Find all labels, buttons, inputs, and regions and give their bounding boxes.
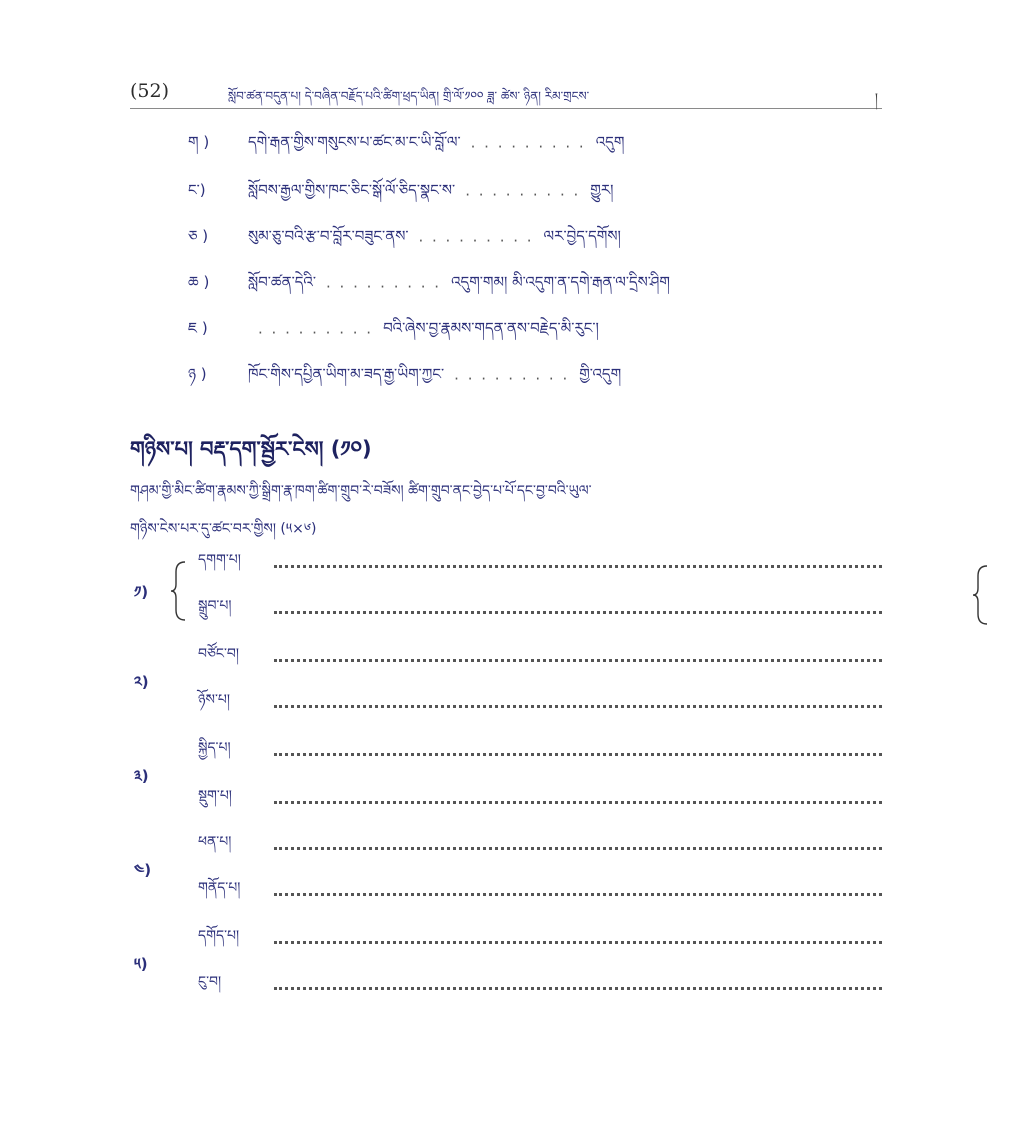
right-brace-icon (972, 564, 990, 626)
answer-line[interactable] (274, 801, 882, 804)
answer-row[interactable] (198, 548, 882, 578)
term-label: སྒྲུབ་པ། (198, 598, 232, 614)
answer-row[interactable] (198, 830, 882, 860)
answer-line[interactable] (274, 847, 882, 850)
answer-row[interactable] (198, 594, 882, 624)
item-text-before: སློབ་ཚན་དེའི་ (248, 273, 317, 291)
item-blank: · · · · · · · · · (326, 278, 442, 296)
term-label: དགོད་པ། (198, 928, 240, 944)
answer-row[interactable] (198, 688, 882, 718)
term-label: སྡུག་པ། (198, 788, 232, 804)
item-text-after: ལར་བྱེད་དགོས། (543, 227, 621, 245)
answer-row[interactable] (198, 736, 882, 766)
answer-row[interactable] (198, 642, 882, 672)
item-text-before: ཁོང་གིས་དཔྱིན་ཡིག་མ་ཟད་རྒྱ་ཡིག་ཀྱང་ (248, 365, 445, 383)
term-label: ཕན་པ། (198, 834, 232, 850)
pair-number: ༡) (134, 583, 149, 601)
item-blank: · · · · · · · · · (465, 186, 581, 204)
instruction-line: གཤམ་གྱི་མིང་ཚིག་རྣམས་ཀྱི་སྒྲིག་རྣ་ཁག་ཚིག་གྲུབ་རེ་བཟོས། ཚིག་གྲུབ་ནང་བྱེད་པ་པོ་དང་བྱ་བའི་ཡུལ་ (130, 483, 592, 499)
item-text-after: གྱུར། (590, 181, 614, 199)
term-label: ངུ་བ། (198, 974, 222, 990)
answer-line[interactable] (274, 705, 882, 708)
item-marker: ཉ ) (188, 365, 207, 383)
answer-line[interactable] (274, 893, 882, 896)
left-brace-icon (170, 560, 188, 622)
answer-line[interactable] (274, 659, 882, 662)
item-text-after: གྱི་འདུག (579, 365, 622, 383)
term-label: སྐྱིད་པ། (198, 740, 231, 756)
answer-line[interactable] (274, 941, 882, 944)
header-mark: ། (874, 91, 878, 107)
page-number: (52) (130, 80, 170, 102)
term-label: དགག་པ། (198, 552, 241, 568)
answer-row[interactable] (198, 924, 882, 954)
item-text-after: འདུག་གམ། མི་འདུག་ན་དགེ་རྒན་ལ་དྲིས་ཤིག (451, 273, 670, 291)
fill-in-item (188, 132, 624, 162)
term-label: ཉོས་པ། (198, 692, 230, 708)
answer-line[interactable] (274, 753, 882, 756)
fill-in-item (188, 272, 670, 302)
fill-in-item (188, 364, 621, 394)
section-heading: གཉིས་པ། བརྡ་དག་སྦྱོར་ངེས། (༡༠) (130, 437, 372, 461)
answer-row[interactable] (198, 784, 882, 814)
fill-in-item (188, 180, 614, 210)
running-title: སློབ་ཚན་བདུན་པ། དེ་བཞིན་བརྗོད་པའི་ཚིག་ཕྲད་ཡིན། གྲི་ལོ་༡༠༠ ཟླ་ ཚེས་ ཉིན། རིམ་གྲངས་ (228, 89, 590, 103)
answer-row[interactable] (198, 970, 882, 1000)
term-label: བཙོང་བ། (198, 646, 239, 662)
pair-number: ༤) (134, 861, 152, 879)
answer-line[interactable] (274, 565, 882, 568)
item-text-before: སློབས་རྒྱལ་གྱིས་ཁང་ཅིང་སྒོ་ལོ་ཅིད་སྣང་ས་ (248, 181, 456, 199)
item-text-before: སུམ་ཅུ་བའི་རྩ་བ་བློར་བཟུང་ནས་ (248, 227, 409, 245)
pair-number: ༣) (134, 767, 149, 785)
fill-in-item (188, 226, 621, 256)
item-marker: ང་) (188, 181, 206, 199)
pair-number: ༢) (134, 673, 149, 691)
answer-line[interactable] (274, 987, 882, 990)
page-header (130, 78, 882, 109)
fill-in-item (188, 318, 599, 348)
item-marker: ཆ ) (188, 273, 210, 291)
item-marker: ཇ ) (188, 319, 208, 337)
item-text-after: འདུག (595, 133, 625, 151)
item-text-before: དགེ་རྒན་གྱིས་གསུངས་པ་ཚང་མ་ང་ཡི་བློ་ལ་ (248, 133, 461, 151)
item-text-after: བའི་ཞེས་བྱ་རྣམས་གདན་ནས་བརྗེད་མི་རུང་། (383, 319, 599, 337)
item-blank: · · · · · · · · · (470, 138, 586, 156)
item-marker: ག ) (188, 133, 210, 151)
item-blank: · · · · · · · · · (454, 370, 570, 388)
answer-row[interactable] (198, 876, 882, 906)
item-blank: · · · · · · · · · (418, 232, 534, 250)
pair-number: ༥) (134, 955, 148, 973)
item-blank: · · · · · · · · · (258, 324, 374, 342)
item-marker: ཅ ) (188, 227, 209, 245)
answer-line[interactable] (274, 611, 882, 614)
instruction-line: གཉིས་ངེས་པར་དུ་ཚང་བར་གྱིས། (༥×༦) (130, 521, 317, 537)
term-label: གནོད་པ། (198, 880, 241, 896)
